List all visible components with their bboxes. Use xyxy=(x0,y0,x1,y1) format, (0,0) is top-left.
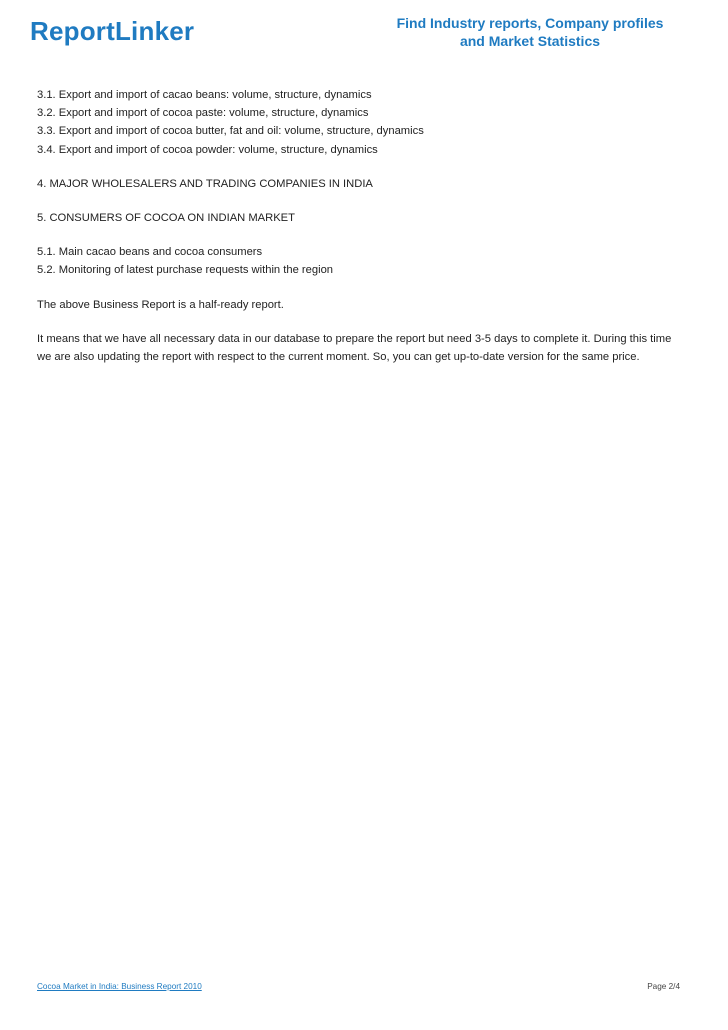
footer-report-link[interactable]: Cocoa Market in India: Business Report 2010 xyxy=(37,982,202,991)
reportlinker-logo[interactable]: ReportLinker xyxy=(30,16,195,46)
toc-item-3-1: 3.1. Export and import of cacao beans: volume, structure, dynamics xyxy=(37,89,372,101)
toc-item-5: 5. CONSUMERS OF COCOA ON INDIAN MARKET xyxy=(37,212,295,225)
tagline-line-1: Find Industry reports, Company profiles xyxy=(396,15,664,31)
toc-item-4: 4. MAJOR WHOLESALERS AND TRADING COMPANIES IN INDIA xyxy=(37,177,373,190)
toc-item-5-2: 5.2. Monitoring of latest purchase requests within the region xyxy=(37,264,334,277)
tagline-line-2: and Market Statistics xyxy=(459,33,601,49)
toc-item-3-4: 3.4. Export and import of cocoa powder: volume, structure, dynamics xyxy=(37,143,378,156)
footer-page-number: Page 2/4 xyxy=(647,982,680,991)
toc-item-3-3: 3.3. Export and import of cocoa butter, fat and oil: volume, structure, dynamics xyxy=(37,125,424,138)
half-ready-explanation: It means that we have all necessary data in our database to prepare the report but need 3-5 days to complete it. During this time we are also updating the report with respect to the current moment. So, you can get up-to-date version for the same price. xyxy=(37,332,672,364)
toc-item-3-2: 3.2. Export and import of cocoa paste: volume, structure, dynamics xyxy=(37,107,369,120)
toc-item-5-1: 5.1. Main cacao beans and cocoa consumers xyxy=(37,246,263,259)
header-tagline xyxy=(385,14,675,50)
half-ready-notice: The above Business Report is a half-ready report. xyxy=(37,298,284,311)
report-content xyxy=(37,86,687,367)
